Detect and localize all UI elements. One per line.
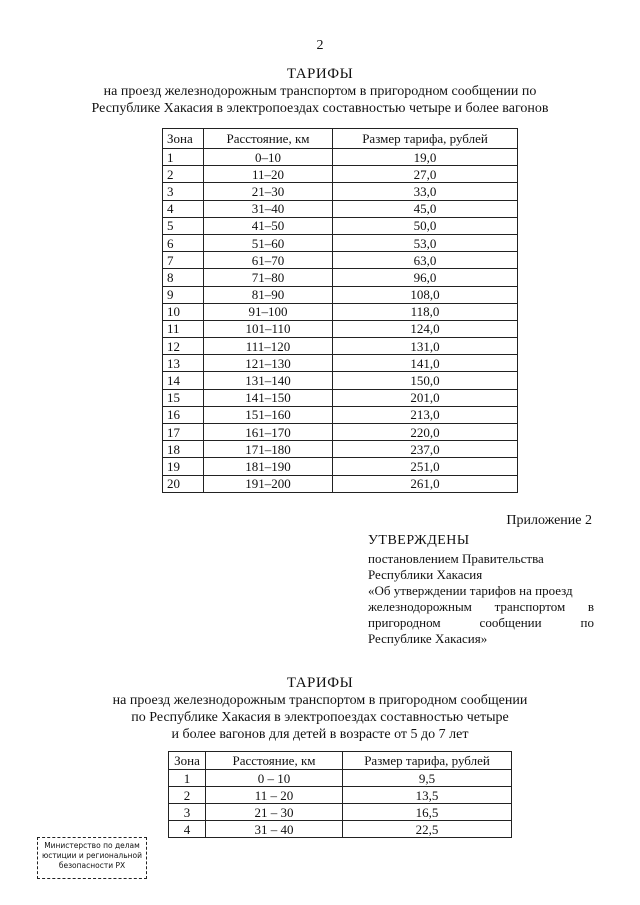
cell-distance: 111–120 xyxy=(204,338,333,355)
cell-tariff: 22,5 xyxy=(343,821,512,838)
subtitle-line: на проезд железнодорожным транспортом в пригородном сообщении xyxy=(112,693,528,708)
cell-zone: 3 xyxy=(169,804,206,821)
approval-line: железнодорожным транспортом в xyxy=(368,599,594,614)
cell-distance: 51–60 xyxy=(204,234,333,251)
cell-tariff: 124,0 xyxy=(333,320,518,337)
table-row xyxy=(169,770,512,787)
registration-stamp xyxy=(37,837,147,879)
cell-zone: 14 xyxy=(163,372,204,389)
header-distance: Расстояние, км xyxy=(204,129,333,149)
tariff-table-adult xyxy=(162,128,518,493)
cell-zone: 12 xyxy=(163,338,204,355)
cell-distance: 131–140 xyxy=(204,372,333,389)
subtitle-line: и более вагонов для детей в возрасте от 5 до 7 лет xyxy=(171,727,469,742)
cell-distance: 0 – 10 xyxy=(206,770,343,787)
cell-tariff: 53,0 xyxy=(333,234,518,251)
cell-zone: 4 xyxy=(169,821,206,838)
cell-tariff: 251,0 xyxy=(333,458,518,475)
cell-tariff: 141,0 xyxy=(333,355,518,372)
cell-zone: 11 xyxy=(163,320,204,337)
cell-tariff: 13,5 xyxy=(343,787,512,804)
cell-zone: 13 xyxy=(163,355,204,372)
approval-line: Республики Хакасия xyxy=(368,567,483,582)
header-zone: Зона xyxy=(169,752,206,770)
cell-distance: 0–10 xyxy=(204,149,333,166)
table-header-row xyxy=(169,752,512,770)
table-row xyxy=(163,252,518,269)
cell-zone: 6 xyxy=(163,234,204,251)
table-row xyxy=(163,441,518,458)
table-row xyxy=(163,183,518,200)
table-row xyxy=(163,458,518,475)
cell-zone: 18 xyxy=(163,441,204,458)
page-number: 2 xyxy=(316,38,324,53)
appendix-label: Приложение 2 xyxy=(506,513,592,528)
cell-distance: 21 – 30 xyxy=(206,804,343,821)
table-row xyxy=(163,303,518,320)
subtitle-line: на проезд железнодорожным транспортом в пригородном сообщении по xyxy=(103,84,537,99)
cell-distance: 31 – 40 xyxy=(206,821,343,838)
cell-distance: 41–50 xyxy=(204,217,333,234)
cell-distance: 21–30 xyxy=(204,183,333,200)
table-header-row xyxy=(163,129,518,149)
table-row xyxy=(163,424,518,441)
stamp-line: юстиции и региональной xyxy=(41,851,143,860)
cell-distance: 11–20 xyxy=(204,166,333,183)
cell-zone: 7 xyxy=(163,252,204,269)
cell-zone: 15 xyxy=(163,389,204,406)
cell-tariff: 201,0 xyxy=(333,389,518,406)
cell-distance: 161–170 xyxy=(204,424,333,441)
table-row xyxy=(169,787,512,804)
approval-line: Республике Хакасия» xyxy=(368,631,488,646)
cell-zone: 5 xyxy=(163,217,204,234)
cell-tariff: 45,0 xyxy=(333,200,518,217)
approval-line: постановлением Правительства xyxy=(368,551,544,566)
cell-distance: 191–200 xyxy=(204,475,333,492)
table-row xyxy=(163,286,518,303)
table-row xyxy=(169,804,512,821)
tariff-table-children-body xyxy=(169,770,512,838)
cell-zone: 17 xyxy=(163,424,204,441)
table-row xyxy=(163,389,518,406)
cell-distance: 181–190 xyxy=(204,458,333,475)
cell-zone: 4 xyxy=(163,200,204,217)
cell-zone: 1 xyxy=(163,149,204,166)
header-distance: Расстояние, км xyxy=(206,752,343,770)
table-row xyxy=(163,269,518,286)
tariff-title-adult xyxy=(0,66,640,117)
cell-distance: 61–70 xyxy=(204,252,333,269)
cell-zone: 10 xyxy=(163,303,204,320)
cell-zone: 9 xyxy=(163,286,204,303)
cell-distance: 101–110 xyxy=(204,320,333,337)
header-tariff: Размер тарифа, рублей xyxy=(333,129,518,149)
cell-tariff: 9,5 xyxy=(343,770,512,787)
approval-line: «Об утверждении тарифов на проезд xyxy=(368,583,573,598)
cell-zone: 2 xyxy=(169,787,206,804)
cell-distance: 121–130 xyxy=(204,355,333,372)
cell-tariff: 16,5 xyxy=(343,804,512,821)
cell-tariff: 63,0 xyxy=(333,252,518,269)
cell-tariff: 27,0 xyxy=(333,166,518,183)
tariff-title-children xyxy=(0,675,640,743)
cell-zone: 20 xyxy=(163,475,204,492)
stamp-line: безопасности РХ xyxy=(58,861,126,870)
cell-zone: 16 xyxy=(163,406,204,423)
cell-distance: 81–90 xyxy=(204,286,333,303)
table-row xyxy=(163,217,518,234)
approval-block xyxy=(368,533,594,647)
cell-distance: 11 – 20 xyxy=(206,787,343,804)
approval-line: пригородном сообщении по xyxy=(368,615,594,630)
cell-zone: 19 xyxy=(163,458,204,475)
cell-tariff: 118,0 xyxy=(333,303,518,320)
cell-distance: 151–160 xyxy=(204,406,333,423)
cell-zone: 8 xyxy=(163,269,204,286)
table-row xyxy=(163,338,518,355)
table-row xyxy=(163,320,518,337)
cell-tariff: 96,0 xyxy=(333,269,518,286)
table-row xyxy=(163,166,518,183)
cell-zone: 3 xyxy=(163,183,204,200)
cell-distance: 91–100 xyxy=(204,303,333,320)
cell-tariff: 50,0 xyxy=(333,217,518,234)
table-row xyxy=(163,200,518,217)
table-row xyxy=(163,355,518,372)
section-heading: ТАРИФЫ xyxy=(286,66,354,82)
table-row xyxy=(163,372,518,389)
subtitle-line: Республике Хакасия в электропоездах составностью четыре и более вагонов xyxy=(91,101,549,116)
cell-tariff: 237,0 xyxy=(333,441,518,458)
cell-tariff: 33,0 xyxy=(333,183,518,200)
header-tariff: Размер тарифа, рублей xyxy=(343,752,512,770)
table-row xyxy=(163,149,518,166)
approved-heading: УТВЕРЖДЕНЫ xyxy=(368,533,470,548)
section-heading: ТАРИФЫ xyxy=(286,675,354,691)
cell-distance: 31–40 xyxy=(204,200,333,217)
stamp-line: Министерство по делам xyxy=(44,841,140,850)
cell-tariff: 150,0 xyxy=(333,372,518,389)
cell-tariff: 261,0 xyxy=(333,475,518,492)
cell-distance: 171–180 xyxy=(204,441,333,458)
cell-tariff: 19,0 xyxy=(333,149,518,166)
cell-distance: 141–150 xyxy=(204,389,333,406)
tariff-table-children xyxy=(168,751,512,838)
cell-zone: 2 xyxy=(163,166,204,183)
cell-tariff: 108,0 xyxy=(333,286,518,303)
header-zone: Зона xyxy=(163,129,204,149)
table-row xyxy=(163,406,518,423)
cell-tariff: 213,0 xyxy=(333,406,518,423)
subtitle-line: по Республике Хакасия в электропоездах составностью четыре xyxy=(131,710,509,725)
table-row xyxy=(169,821,512,838)
cell-tariff: 220,0 xyxy=(333,424,518,441)
cell-tariff: 131,0 xyxy=(333,338,518,355)
table-row xyxy=(163,234,518,251)
cell-distance: 71–80 xyxy=(204,269,333,286)
cell-zone: 1 xyxy=(169,770,206,787)
table-row xyxy=(163,475,518,492)
tariff-table-adult-body xyxy=(163,149,518,493)
